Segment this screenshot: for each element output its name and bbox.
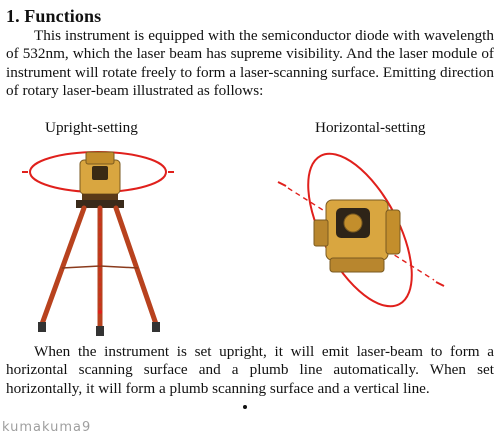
laser-level-instrument (80, 152, 120, 200)
laser-tick (278, 182, 286, 186)
upright-setting-illustration (18, 138, 178, 338)
laser-tick (436, 282, 444, 286)
description-paragraph: When the instrument is set upright, it will emit laser-beam to form a horizontal scanning surface and a plumb line automatically. When set horizontally, it will form a plumb scanning surface and a vertical line. (6, 343, 494, 397)
tripod-legs (38, 208, 160, 336)
upright-caption: Upright-setting (45, 119, 138, 136)
plumb-point (98, 310, 102, 314)
horizontal-caption: Horizontal-setting (315, 119, 426, 136)
laser-level-instrument-horizontal (314, 200, 400, 272)
watermark-text: kumakuma9 (2, 420, 92, 435)
horizontal-setting-illustration (270, 138, 450, 323)
bullet-dot (243, 405, 247, 409)
section-heading: 1. Functions (6, 6, 102, 26)
intro-paragraph: This instrument is equipped with the semiconductor diode with wavelength of 532nm, which the laser beam has supreme visibility. And the laser module of instrument will rotate freely to form a laser-scanning surface. Emitting direction of rotary laser-beam illustrated as follows: (6, 27, 494, 99)
